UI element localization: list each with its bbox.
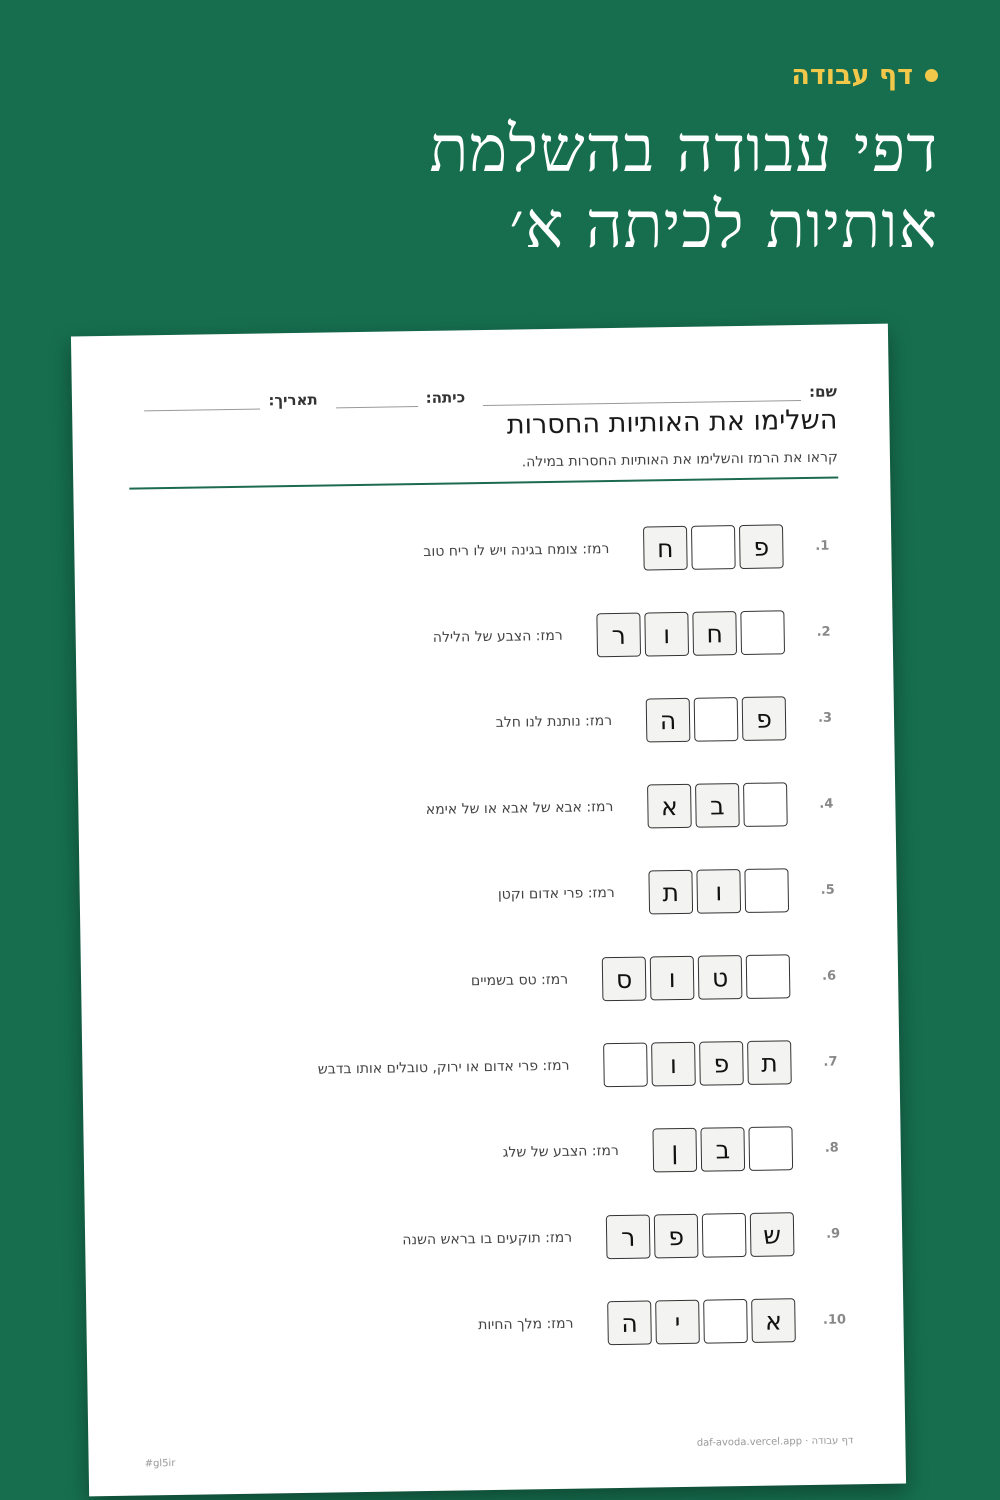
letter-box: פ (742, 696, 787, 741)
exercise-row (135, 846, 845, 943)
name-label: שם: (808, 382, 838, 401)
date-field (144, 390, 318, 412)
name-field (483, 381, 837, 406)
exercise-number: 6. (821, 968, 837, 984)
exercise-row (142, 1276, 852, 1373)
worksheet-title: השלימו את האותיות החסרות (506, 404, 838, 441)
exercise-number: 8. (824, 1140, 839, 1156)
exercise-hint: רמז: תוקעים בו בראש השנה (402, 1229, 573, 1249)
letter-boxes (603, 1040, 792, 1087)
letter-box: ו (650, 956, 695, 1001)
footer-code: #gl5ir (144, 1457, 176, 1470)
missing-letter-box[interactable] (691, 525, 736, 570)
exercise-row (141, 1190, 851, 1287)
letter-box: ס (602, 957, 647, 1002)
letter-box: ו (644, 612, 689, 657)
hero-title-line-2: אותיות לכיתה א׳ (509, 189, 938, 263)
letter-box: ת (648, 870, 693, 915)
missing-letter-box[interactable] (744, 868, 789, 913)
letter-box: ש (750, 1212, 795, 1257)
letter-box: ח (643, 526, 688, 571)
letter-box: ט (698, 955, 743, 1000)
exercise-hint: רמז: טס בשמיים (470, 971, 569, 990)
name-line[interactable] (483, 382, 801, 406)
exercise-hint: רמז: נותנת לנו חלב (495, 713, 613, 731)
exercise-number: 5. (820, 882, 835, 898)
letter-box: ב (695, 783, 740, 828)
letter-box: ר (596, 613, 641, 658)
letter-box: ו (651, 1042, 696, 1087)
exercise-row (138, 1018, 848, 1115)
exercise-list (130, 502, 852, 1373)
letter-boxes (643, 524, 784, 570)
hero-title-line-1: דפי עבודה בהשלמת (429, 113, 938, 187)
hero-title (58, 112, 938, 264)
letter-box: א (751, 1298, 796, 1343)
letter-box: פ (739, 524, 784, 569)
date-label: תאריך: (268, 390, 318, 410)
letter-box: ה (607, 1300, 652, 1345)
letter-box: ח (692, 611, 737, 656)
category-tag (791, 60, 938, 91)
letter-boxes (648, 868, 789, 914)
date-line[interactable] (144, 391, 260, 412)
letter-box: ר (606, 1215, 651, 1260)
class-field (336, 387, 466, 408)
exercise-number: 2. (816, 624, 831, 640)
letter-boxes (647, 782, 788, 828)
letter-boxes (607, 1298, 796, 1345)
exercise-hint: רמז: פרי אדום וקטן (497, 885, 615, 903)
class-line[interactable] (336, 388, 418, 408)
exercise-row (130, 502, 840, 599)
divider (129, 476, 838, 489)
exercise-row (139, 1104, 849, 1201)
letter-boxes (602, 954, 791, 1001)
exercise-hint: רמז: הצבע של שלג (502, 1142, 619, 1161)
missing-letter-box[interactable] (702, 1213, 747, 1258)
exercise-hint: רמז: מלך החיות (478, 1315, 574, 1334)
letter-box: ה (646, 698, 691, 743)
letter-box: ב (700, 1127, 745, 1172)
missing-letter-box[interactable] (740, 610, 785, 655)
exercise-number: 10. (822, 1311, 847, 1328)
letter-boxes (606, 1212, 795, 1259)
letter-box: ן (652, 1128, 697, 1173)
exercise-hint: רמז: הצבע של הלילה (432, 627, 563, 646)
exercise-row (134, 760, 844, 857)
letter-boxes (596, 610, 785, 657)
missing-letter-box[interactable] (694, 697, 739, 742)
letter-box: פ (699, 1041, 744, 1086)
missing-letter-box[interactable] (748, 1126, 793, 1171)
exercise-number: 1. (815, 538, 830, 554)
exercise-hint: רמז: פרי אדום או ירוק, טובלים אותו בדבש (317, 1057, 570, 1078)
exercise-number: 9. (826, 1226, 841, 1242)
letter-boxes (652, 1126, 793, 1172)
footer-site: דף עבודה · daf-avoda.vercel.app (696, 1435, 854, 1449)
exercise-hint: רמז: צומח בגינה ויש לו ריח טוב (423, 541, 610, 560)
exercise-number: 4. (819, 796, 834, 812)
worksheet-instructions: קראו את הרמז והשלימו את האותיות החסרות במילה. (521, 449, 839, 471)
exercise-number: 3. (817, 710, 833, 726)
exercise-hint: רמז: אבא של אבא או של אימא (425, 799, 614, 818)
exercise-row (131, 588, 841, 685)
class-label: כיתה: (425, 388, 466, 407)
missing-letter-box[interactable] (603, 1043, 648, 1088)
category-tag-label: דף עבודה (791, 60, 913, 91)
exercise-row (136, 932, 846, 1029)
letter-box: ת (747, 1040, 792, 1085)
letter-box: י (655, 1300, 700, 1345)
exercise-number: 7. (823, 1054, 838, 1070)
letter-box: ו (696, 869, 741, 914)
worksheet-page (71, 324, 906, 1497)
exercise-row (132, 674, 842, 771)
letter-box: פ (654, 1214, 699, 1259)
missing-letter-box[interactable] (743, 782, 788, 827)
letter-box: א (647, 784, 692, 829)
missing-letter-box[interactable] (746, 954, 791, 999)
header-fields (128, 364, 837, 411)
missing-letter-box[interactable] (703, 1299, 748, 1344)
letter-boxes (646, 696, 787, 742)
bullet-dot-icon (925, 69, 938, 82)
